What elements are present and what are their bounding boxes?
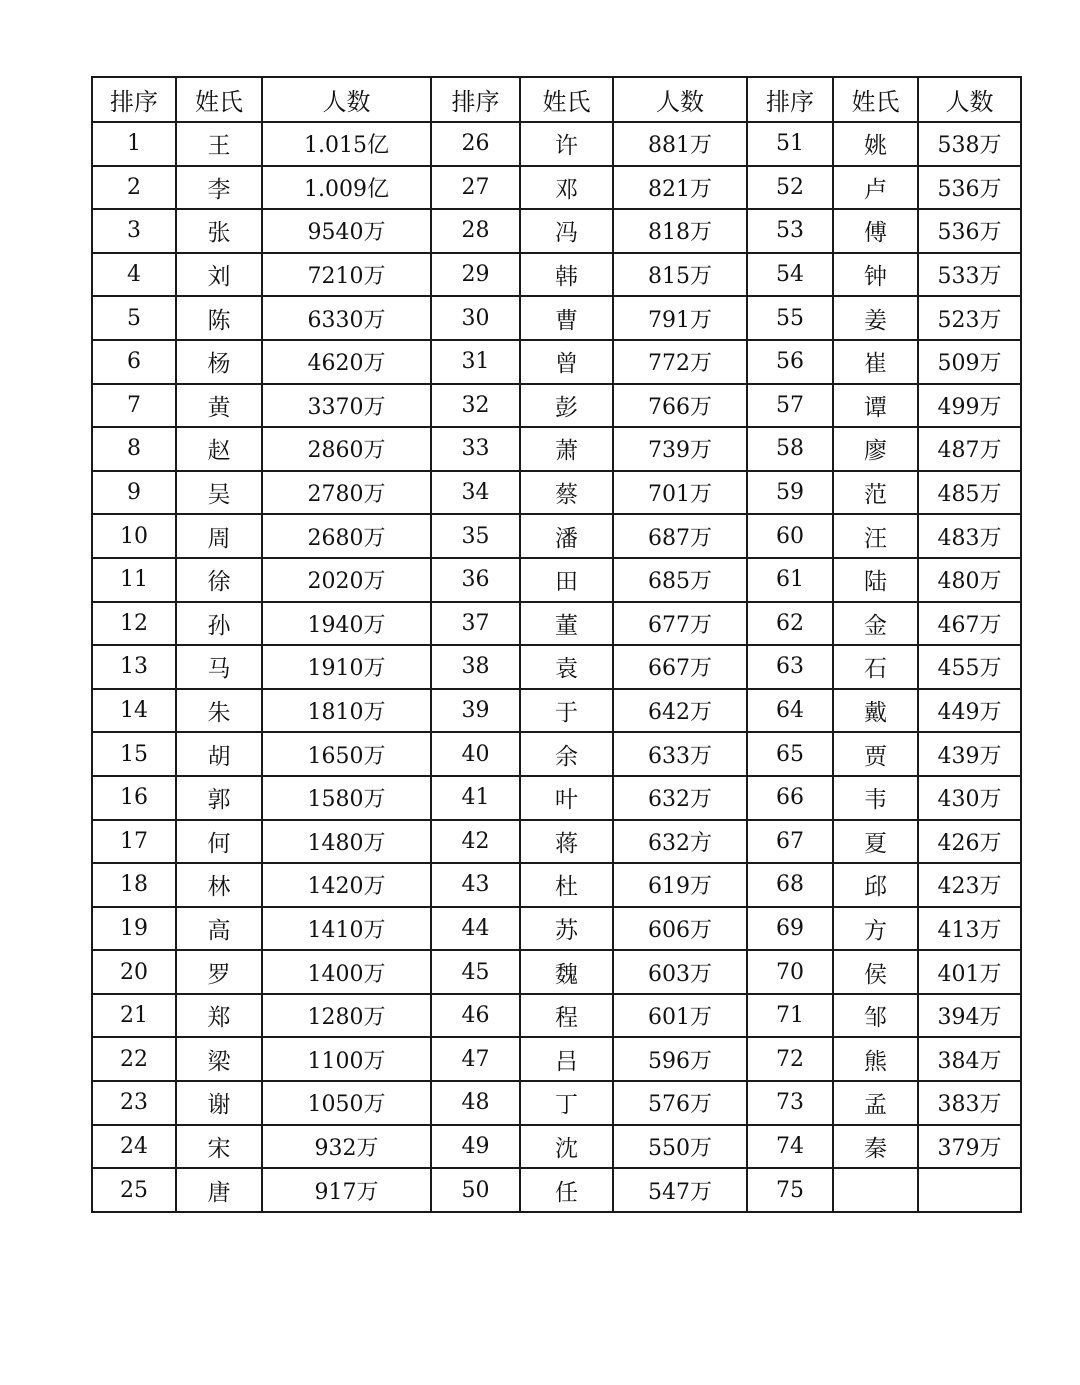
population-cell: 455万 [918, 645, 1021, 689]
rank-cell: 33 [431, 427, 520, 471]
rank-cell: 71 [747, 994, 833, 1038]
table-row [92, 296, 1021, 340]
surname-cell: 谭 [833, 384, 918, 428]
table-row [92, 384, 1021, 428]
population-cell: 772万 [613, 340, 747, 384]
rank-cell: 36 [431, 558, 520, 602]
rank-cell: 9 [92, 471, 176, 515]
surname-cell: 韩 [520, 253, 613, 297]
surname-cell: 彭 [520, 384, 613, 428]
surname-cell: 叶 [520, 776, 613, 820]
surname-cell: 于 [520, 689, 613, 733]
rank-cell: 7 [92, 384, 176, 428]
surname-cell: 蔡 [520, 471, 613, 515]
population-cell: 550万 [613, 1125, 747, 1169]
surname-cell: 吕 [520, 1037, 613, 1081]
surname-cell: 王 [176, 122, 262, 166]
population-cell: 1580万 [262, 776, 431, 820]
population-cell: 1.009亿 [262, 166, 431, 210]
table-row [92, 558, 1021, 602]
surname-cell: 田 [520, 558, 613, 602]
table-row [92, 166, 1021, 210]
surname-cell: 石 [833, 645, 918, 689]
population-cell: 449万 [918, 689, 1021, 733]
population-header: 人数 [613, 77, 747, 122]
population-cell: 619万 [613, 863, 747, 907]
surname-cell: 宋 [176, 1125, 262, 1169]
population-cell: 632万 [613, 776, 747, 820]
surname-cell: 汪 [833, 514, 918, 558]
rank-cell: 56 [747, 340, 833, 384]
surname-header: 姓氏 [833, 77, 918, 122]
population-cell: 1400万 [262, 950, 431, 994]
surname-cell: 戴 [833, 689, 918, 733]
surname-cell: 潘 [520, 514, 613, 558]
surname-cell: 苏 [520, 907, 613, 951]
rank-cell: 4 [92, 253, 176, 297]
rank-cell: 39 [431, 689, 520, 733]
surname-cell: 任 [520, 1168, 613, 1212]
table-row [92, 1125, 1021, 1169]
surname-cell: 崔 [833, 340, 918, 384]
surname-cell: 徐 [176, 558, 262, 602]
surname-cell: 孟 [833, 1081, 918, 1125]
population-cell: 509万 [918, 340, 1021, 384]
table-row [92, 732, 1021, 776]
table-row [92, 1168, 1021, 1212]
rank-cell: 25 [92, 1168, 176, 1212]
population-cell: 3370万 [262, 384, 431, 428]
population-cell: 2680万 [262, 514, 431, 558]
surname-cell: 胡 [176, 732, 262, 776]
population-cell: 766万 [613, 384, 747, 428]
rank-cell: 34 [431, 471, 520, 515]
population-header: 人数 [262, 77, 431, 122]
surname-cell: 董 [520, 602, 613, 646]
surname-cell: 罗 [176, 950, 262, 994]
surname-cell: 贾 [833, 732, 918, 776]
surname-cell: 姜 [833, 296, 918, 340]
surname-cell: 林 [176, 863, 262, 907]
rank-cell: 13 [92, 645, 176, 689]
surname-cell: 邓 [520, 166, 613, 210]
surname-cell: 孙 [176, 602, 262, 646]
surname-cell: 陈 [176, 296, 262, 340]
rank-cell: 44 [431, 907, 520, 951]
surname-cell: 唐 [176, 1168, 262, 1212]
population-cell: 487万 [918, 427, 1021, 471]
surname-cell: 陆 [833, 558, 918, 602]
rank-cell: 17 [92, 820, 176, 864]
surname-cell: 曾 [520, 340, 613, 384]
table-row [92, 820, 1021, 864]
surname-cell: 刘 [176, 253, 262, 297]
surname-cell: 邹 [833, 994, 918, 1038]
population-cell: 2860万 [262, 427, 431, 471]
surname-cell: 邱 [833, 863, 918, 907]
population-cell: 677万 [613, 602, 747, 646]
table-row [92, 689, 1021, 733]
population-cell: 1480万 [262, 820, 431, 864]
surname-cell: 余 [520, 732, 613, 776]
rank-cell: 32 [431, 384, 520, 428]
surname-cell: 秦 [833, 1125, 918, 1169]
rank-cell: 16 [92, 776, 176, 820]
rank-header: 排序 [92, 77, 176, 122]
rank-cell: 43 [431, 863, 520, 907]
rank-cell: 30 [431, 296, 520, 340]
rank-cell: 6 [92, 340, 176, 384]
rank-cell: 37 [431, 602, 520, 646]
rank-cell: 41 [431, 776, 520, 820]
population-cell: 379万 [918, 1125, 1021, 1169]
table-row [92, 602, 1021, 646]
rank-cell: 47 [431, 1037, 520, 1081]
population-cell: 881万 [613, 122, 747, 166]
surname-cell: 赵 [176, 427, 262, 471]
rank-cell: 64 [747, 689, 833, 733]
surname-cell: 李 [176, 166, 262, 210]
population-cell: 1100万 [262, 1037, 431, 1081]
surname-cell: 沈 [520, 1125, 613, 1169]
rank-cell: 67 [747, 820, 833, 864]
population-cell: 4620万 [262, 340, 431, 384]
rank-cell: 10 [92, 514, 176, 558]
table-row [92, 1081, 1021, 1125]
rank-cell: 75 [747, 1168, 833, 1212]
surname-cell: 袁 [520, 645, 613, 689]
table-row [92, 907, 1021, 951]
population-cell: 383万 [918, 1081, 1021, 1125]
population-cell: 632方 [613, 820, 747, 864]
population-cell: 480万 [918, 558, 1021, 602]
table-row [92, 340, 1021, 384]
surname-cell: 熊 [833, 1037, 918, 1081]
population-cell: 1940万 [262, 602, 431, 646]
surname-cell: 方 [833, 907, 918, 951]
rank-cell: 53 [747, 209, 833, 253]
table-row [92, 994, 1021, 1038]
rank-cell: 38 [431, 645, 520, 689]
rank-cell: 21 [92, 994, 176, 1038]
population-cell: 601万 [613, 994, 747, 1038]
population-cell: 1280万 [262, 994, 431, 1038]
surname-cell: 梁 [176, 1037, 262, 1081]
header-row [92, 77, 1021, 122]
rank-cell: 52 [747, 166, 833, 210]
rank-cell: 29 [431, 253, 520, 297]
population-cell: 701万 [613, 471, 747, 515]
population-cell: 2780万 [262, 471, 431, 515]
population-cell: 523万 [918, 296, 1021, 340]
population-cell: 413万 [918, 907, 1021, 951]
surname-cell: 谢 [176, 1081, 262, 1125]
population-cell: 685万 [613, 558, 747, 602]
surname-cell: 廖 [833, 427, 918, 471]
rank-cell: 20 [92, 950, 176, 994]
surname-header: 姓氏 [176, 77, 262, 122]
population-cell: 1420万 [262, 863, 431, 907]
rank-cell: 3 [92, 209, 176, 253]
population-cell: 633万 [613, 732, 747, 776]
surname-cell: 萧 [520, 427, 613, 471]
rank-cell: 42 [431, 820, 520, 864]
surname-cell: 冯 [520, 209, 613, 253]
surname-cell: 丁 [520, 1081, 613, 1125]
rank-cell: 63 [747, 645, 833, 689]
table-row [92, 1037, 1021, 1081]
rank-cell: 15 [92, 732, 176, 776]
population-header: 人数 [918, 77, 1021, 122]
population-cell: 2020万 [262, 558, 431, 602]
population-cell: 499万 [918, 384, 1021, 428]
population-cell: 815万 [613, 253, 747, 297]
population-cell: 536万 [918, 209, 1021, 253]
population-cell: 1910万 [262, 645, 431, 689]
population-cell: 423万 [918, 863, 1021, 907]
rank-cell: 54 [747, 253, 833, 297]
surname-cell: 傅 [833, 209, 918, 253]
population-cell: 401万 [918, 950, 1021, 994]
surname-header: 姓氏 [520, 77, 613, 122]
rank-cell: 31 [431, 340, 520, 384]
rank-cell: 12 [92, 602, 176, 646]
population-cell: 1050万 [262, 1081, 431, 1125]
surname-cell: 卢 [833, 166, 918, 210]
rank-cell: 72 [747, 1037, 833, 1081]
rank-header: 排序 [747, 77, 833, 122]
population-cell: 394万 [918, 994, 1021, 1038]
population-cell: 603万 [613, 950, 747, 994]
population-cell: 667万 [613, 645, 747, 689]
rank-cell: 70 [747, 950, 833, 994]
rank-cell: 24 [92, 1125, 176, 1169]
surname-cell [833, 1168, 918, 1212]
population-cell: 576万 [613, 1081, 747, 1125]
population-cell: 917万 [262, 1168, 431, 1212]
population-cell: 547万 [613, 1168, 747, 1212]
population-cell: 536万 [918, 166, 1021, 210]
table-row [92, 122, 1021, 166]
table-row [92, 950, 1021, 994]
population-cell: 7210万 [262, 253, 431, 297]
table-row [92, 427, 1021, 471]
rank-cell: 35 [431, 514, 520, 558]
surname-cell: 吴 [176, 471, 262, 515]
surname-cell: 周 [176, 514, 262, 558]
surname-cell: 何 [176, 820, 262, 864]
population-cell: 932万 [262, 1125, 431, 1169]
population-cell: 426万 [918, 820, 1021, 864]
population-cell: 606万 [613, 907, 747, 951]
surname-cell: 曹 [520, 296, 613, 340]
table-row [92, 645, 1021, 689]
surname-cell: 黄 [176, 384, 262, 428]
rank-cell: 18 [92, 863, 176, 907]
table-header [92, 77, 1021, 122]
rank-cell: 22 [92, 1037, 176, 1081]
population-cell: 6330万 [262, 296, 431, 340]
table-row [92, 863, 1021, 907]
rank-cell: 5 [92, 296, 176, 340]
population-cell: 439万 [918, 732, 1021, 776]
population-cell: 1650万 [262, 732, 431, 776]
rank-cell: 49 [431, 1125, 520, 1169]
rank-cell: 61 [747, 558, 833, 602]
surname-cell: 张 [176, 209, 262, 253]
rank-cell: 2 [92, 166, 176, 210]
rank-cell: 23 [92, 1081, 176, 1125]
surname-cell: 蒋 [520, 820, 613, 864]
population-cell: 485万 [918, 471, 1021, 515]
rank-cell: 74 [747, 1125, 833, 1169]
rank-cell: 62 [747, 602, 833, 646]
rank-cell: 69 [747, 907, 833, 951]
population-cell [918, 1168, 1021, 1212]
population-cell: 1410万 [262, 907, 431, 951]
rank-cell: 50 [431, 1168, 520, 1212]
rank-cell: 55 [747, 296, 833, 340]
surname-cell: 魏 [520, 950, 613, 994]
population-cell: 596万 [613, 1037, 747, 1081]
population-cell: 467万 [918, 602, 1021, 646]
population-cell: 821万 [613, 166, 747, 210]
population-cell: 9540万 [262, 209, 431, 253]
surname-cell: 高 [176, 907, 262, 951]
rank-cell: 58 [747, 427, 833, 471]
rank-cell: 48 [431, 1081, 520, 1125]
rank-cell: 8 [92, 427, 176, 471]
surname-cell: 钟 [833, 253, 918, 297]
population-cell: 1810万 [262, 689, 431, 733]
population-cell: 791万 [613, 296, 747, 340]
rank-cell: 27 [431, 166, 520, 210]
surname-cell: 侯 [833, 950, 918, 994]
population-cell: 739万 [613, 427, 747, 471]
population-cell: 687万 [613, 514, 747, 558]
rank-cell: 51 [747, 122, 833, 166]
surname-cell: 许 [520, 122, 613, 166]
table-row [92, 209, 1021, 253]
surname-cell: 韦 [833, 776, 918, 820]
population-cell: 538万 [918, 122, 1021, 166]
table-row [92, 776, 1021, 820]
rank-cell: 14 [92, 689, 176, 733]
population-cell: 533万 [918, 253, 1021, 297]
surname-cell: 郭 [176, 776, 262, 820]
surname-cell: 郑 [176, 994, 262, 1038]
population-cell: 483万 [918, 514, 1021, 558]
table-row [92, 253, 1021, 297]
rank-cell: 1 [92, 122, 176, 166]
population-cell: 1.015亿 [262, 122, 431, 166]
rank-cell: 19 [92, 907, 176, 951]
rank-cell: 68 [747, 863, 833, 907]
surname-cell: 马 [176, 645, 262, 689]
table-body [92, 122, 1021, 1212]
surname-cell: 范 [833, 471, 918, 515]
surname-cell: 夏 [833, 820, 918, 864]
population-cell: 642万 [613, 689, 747, 733]
rank-cell: 73 [747, 1081, 833, 1125]
rank-cell: 40 [431, 732, 520, 776]
table-row [92, 471, 1021, 515]
surname-cell: 杨 [176, 340, 262, 384]
rank-header: 排序 [431, 77, 520, 122]
surname-population-table [91, 76, 1022, 1213]
rank-cell: 45 [431, 950, 520, 994]
rank-cell: 46 [431, 994, 520, 1038]
population-cell: 430万 [918, 776, 1021, 820]
surname-cell: 姚 [833, 122, 918, 166]
rank-cell: 11 [92, 558, 176, 602]
surname-cell: 金 [833, 602, 918, 646]
rank-cell: 57 [747, 384, 833, 428]
rank-cell: 28 [431, 209, 520, 253]
rank-cell: 65 [747, 732, 833, 776]
rank-cell: 66 [747, 776, 833, 820]
table-row [92, 514, 1021, 558]
rank-cell: 26 [431, 122, 520, 166]
surname-cell: 杜 [520, 863, 613, 907]
surname-cell: 程 [520, 994, 613, 1038]
rank-cell: 60 [747, 514, 833, 558]
population-cell: 818万 [613, 209, 747, 253]
surname-cell: 朱 [176, 689, 262, 733]
population-cell: 384万 [918, 1037, 1021, 1081]
rank-cell: 59 [747, 471, 833, 515]
